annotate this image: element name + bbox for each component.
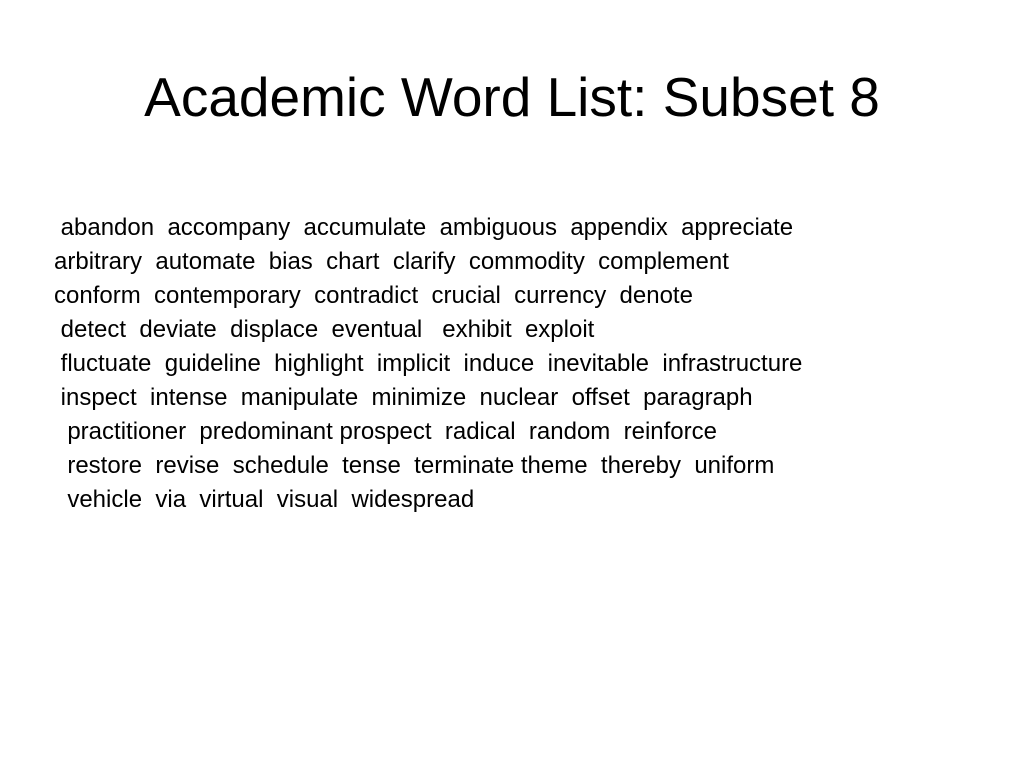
word-line-7: practitioner predominant prospect radical random reinforce: [54, 418, 717, 445]
word-line-8: restore revise schedule tense terminate theme thereby uniform: [54, 452, 775, 479]
slide-title: Academic Word List: Subset 8: [144, 66, 880, 128]
word-line-5: fluctuate guideline highlight implicit induce inevitable infrastructure: [54, 350, 803, 377]
word-line-6: inspect intense manipulate minimize nuclear offset paragraph: [54, 384, 753, 411]
word-line-4: detect deviate displace eventual exhibit exploit: [54, 316, 595, 343]
word-line-2: arbitrary automate bias chart clarify commodity complement: [54, 248, 729, 275]
word-line-9: vehicle via virtual visual widespread: [54, 486, 475, 513]
word-line-3: conform contemporary contradict crucial currency denote: [54, 282, 693, 309]
word-line-1: abandon accompany accumulate ambiguous appendix appreciate: [54, 214, 794, 241]
